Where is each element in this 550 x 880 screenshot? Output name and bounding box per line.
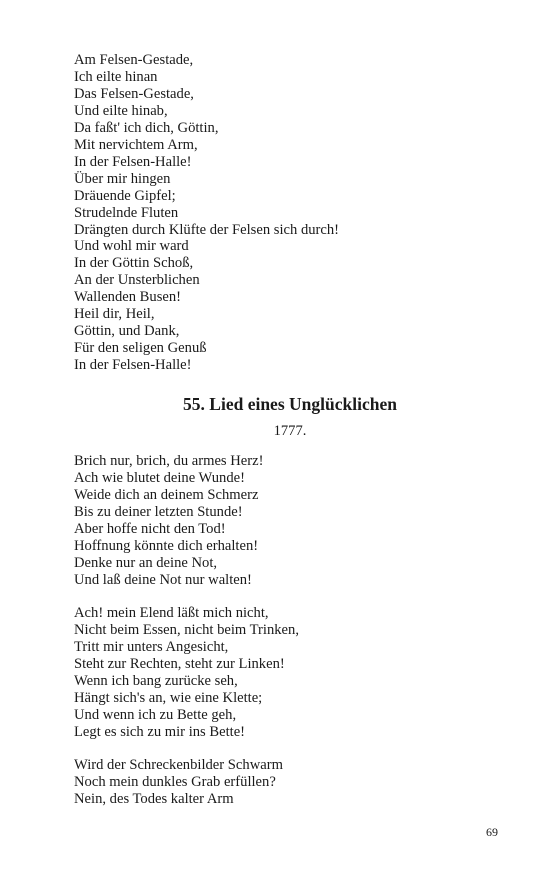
verse-line: Nicht beim Essen, nicht beim Trinken, xyxy=(74,621,299,638)
verse-line: Bis zu deiner letzten Stunde! xyxy=(74,503,243,520)
verse-line: Nein, des Todes kalter Arm xyxy=(74,790,234,807)
verse-line: Da faßt' ich dich, Göttin, xyxy=(74,119,219,136)
verse-line: Am Felsen-Gestade, xyxy=(74,52,194,68)
verse-line: Göttin, und Dank, xyxy=(74,323,180,340)
verse-line: Weide dich an deinem Schmerz xyxy=(74,486,259,503)
verse-line: Legt es sich zu mir ins Bette! xyxy=(74,723,246,740)
verse-line: Wird der Schreckenbilder Schwarm xyxy=(74,757,283,773)
verse-line: In der Göttin Schoß, xyxy=(74,255,194,272)
verse-line: Brich nur, brich, du armes Herz! xyxy=(74,453,264,469)
verse-line: Wallenden Busen! xyxy=(74,289,182,306)
poem-year: 1777. xyxy=(273,423,307,439)
verse-line: Ach wie blutet deine Wunde! xyxy=(74,469,245,486)
stanza xyxy=(74,453,494,589)
previous-poem-continuation xyxy=(74,52,494,374)
poem-title: 55. Lied eines Unglücklichen xyxy=(183,394,397,414)
verse-line: Und wohl mir ward xyxy=(74,238,189,255)
verse-line: Noch mein dunkles Grab erfüllen? xyxy=(74,773,276,790)
verse-line: Mit nervichtem Arm, xyxy=(74,136,198,153)
verse-line: Und laß deine Not nur walten! xyxy=(74,571,252,588)
verse-line: In der Felsen-Halle! xyxy=(74,153,192,170)
verse-line: Und eilte hinab, xyxy=(74,102,168,119)
verse-line: Dräuende Gipfel; xyxy=(74,187,176,204)
verse-line: Über mir hingen xyxy=(74,170,171,187)
verse-line: Für den seligen Genuß xyxy=(74,340,207,357)
verse-line: Ach! mein Elend läßt mich nicht, xyxy=(74,605,269,621)
verse-line: Und wenn ich zu Bette geh, xyxy=(74,706,237,723)
verse-line: An der Unsterblichen xyxy=(74,272,200,289)
verse-line: Das Felsen-Gestade, xyxy=(74,85,194,102)
verse-line: Hängt sich's an, wie eine Klette; xyxy=(74,689,263,706)
verse-line: Steht zur Rechten, steht zur Linken! xyxy=(74,655,285,672)
verse-line: Ich eilte hinan xyxy=(74,68,158,85)
stanza xyxy=(74,605,494,741)
verse-line: Hoffnung könnte dich erhalten! xyxy=(74,537,259,554)
verse-line: Strudelnde Fluten xyxy=(74,204,179,221)
verse-line: Heil dir, Heil, xyxy=(74,306,155,323)
verse-line: Drängten durch Klüfte der Felsen sich durch! xyxy=(74,221,340,238)
verse-line: Tritt mir unters Angesicht, xyxy=(74,638,229,655)
verse-line: In der Felsen-Halle! xyxy=(74,357,192,374)
stanza xyxy=(74,757,494,808)
verse-line: Wenn ich bang zurücke seh, xyxy=(74,672,238,689)
verse-line: Aber hoffe nicht den Tod! xyxy=(74,520,226,537)
verse-line: Denke nur an deine Not, xyxy=(74,554,218,571)
page-number: 69 xyxy=(486,825,498,839)
